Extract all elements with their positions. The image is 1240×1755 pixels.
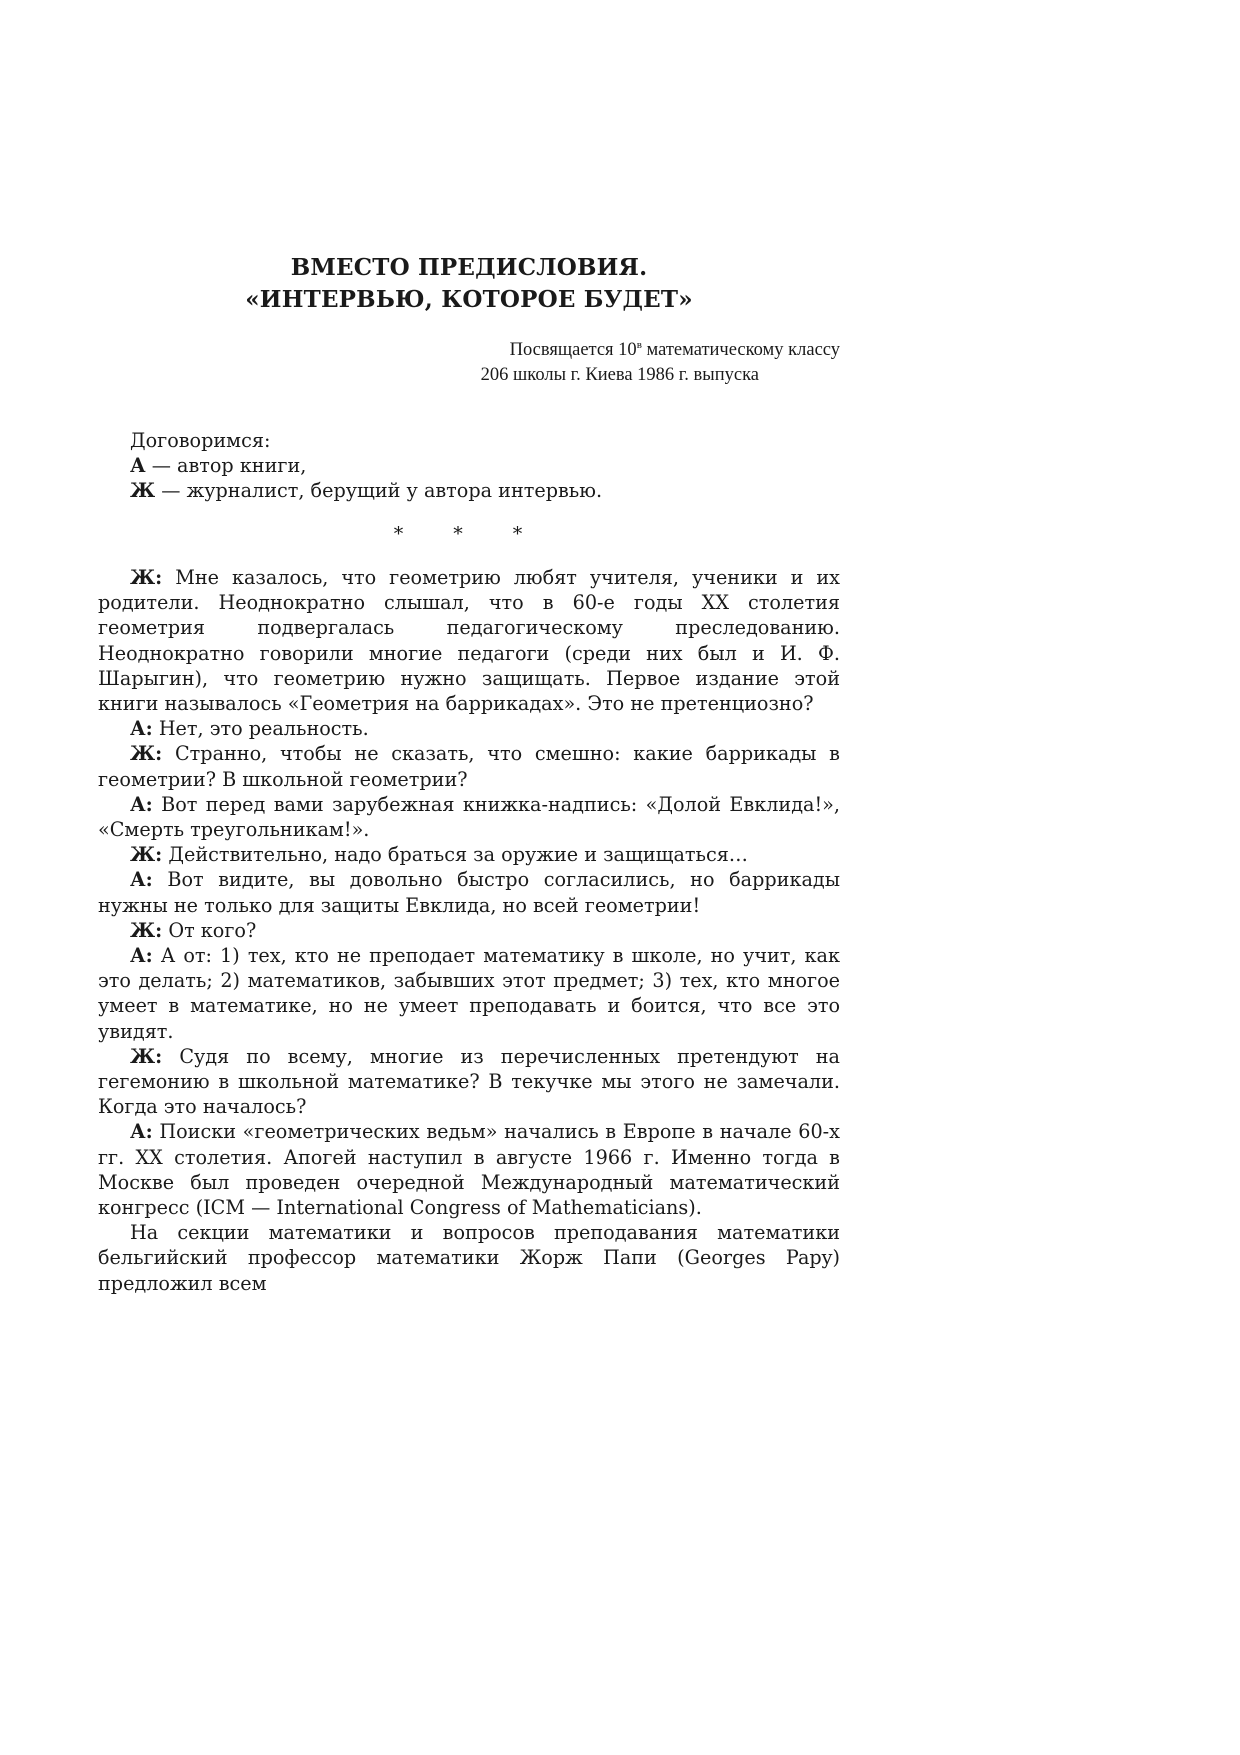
paragraph-text: На секции математики и вопросов преподавания математики бельгийский профессор математики Жорж Папи (Georges Papy) предложил всем <box>98 1221 840 1295</box>
speaker-label: Ж: <box>130 566 163 589</box>
paragraph-text: Мне казалось, что геометрию любят учителя, ученики и их родители. Неоднократно слышал, что в 60-е годы XX столетия геометрия подвергалась педагогическому преследованию. Неоднократно говорили многие педагоги (среди них был и И. Ф. Шарыгин), что геометрию нужно защищать. Первое издание этой книги называлось «Геометрия на баррикадах». Это не претенциозно? <box>98 566 840 716</box>
dialogue-paragraph <box>98 792 840 842</box>
author-description: — автор книги, <box>145 454 307 477</box>
speaker-label: Ж: <box>130 843 163 867</box>
dialogue-paragraph <box>98 741 840 791</box>
paragraph-text: Вот перед вами зарубежная книжка-надпись: «Долой Евклида!», «Смерть треугольникам!». <box>98 792 840 842</box>
dedication-line-1-end: математическому классу <box>641 340 840 360</box>
paragraph-text: Поиски «геометрических ведьм» начались в Европе в начале 60-х гг. XX столетия. Апогей наступил в августе 1966 г. Именно тогда в Москве был проведен очередной Международный математический конгресс (ICM — International Congress of Mathematicians). <box>98 1120 840 1220</box>
dialogue-paragraph <box>98 1119 840 1220</box>
author-label: А <box>130 454 146 477</box>
dialogue-paragraph <box>98 1220 840 1296</box>
dialogue-paragraph <box>98 867 840 917</box>
paragraph-text: Действительно, надо браться за оружие и защищаться… <box>162 843 748 867</box>
chapter-title-line-1: ВМЕСТО ПРЕДИСЛОВИЯ. <box>290 254 648 281</box>
dialogue-paragraph <box>98 1044 840 1120</box>
dialogue-paragraph <box>98 918 840 943</box>
speaker-label: Ж: <box>130 918 163 942</box>
speaker-label: А: <box>130 717 153 741</box>
agreement-journalist <box>98 478 840 503</box>
paragraph-text: А от: 1) тех, кто не преподает математику в школе, но учит, как это делать; 2) математиков, забывших этот предмет; 3) тех, кто многое умеет в математике, но не умеет преподавать и боится, что все это увидят. <box>98 944 840 1043</box>
journalist-label: Ж <box>130 479 156 502</box>
paragraph-text: От кого? <box>162 918 257 942</box>
dedication-grade-letter: в <box>636 339 642 351</box>
speaker-label: А: <box>130 944 153 968</box>
paragraph-text: Судя по всему, многие из перечисленных претендуют на гегемонию в школьной математике? В текучке мы этого не замечали. Когда это началось? <box>98 1044 840 1119</box>
dialogue-text <box>98 565 840 1296</box>
speaker-label: А: <box>130 868 153 892</box>
speaker-label: А: <box>130 1120 153 1144</box>
dedication-line-2: 206 школы г. Киева 1986 г. выпуска <box>480 365 759 385</box>
agreement-block <box>98 428 840 503</box>
chapter-title-line-2: «ИНТЕРВЬЮ, КОТОРОЕ БУДЕТ» <box>245 286 693 313</box>
dialogue-paragraph <box>98 943 840 1044</box>
dedication-line-1 <box>420 338 840 363</box>
section-separator: * * * <box>393 523 545 545</box>
dialogue-paragraph <box>98 565 840 716</box>
chapter-title <box>98 252 840 316</box>
speaker-label: Ж: <box>130 742 163 766</box>
dedication <box>420 338 840 388</box>
paragraph-text: Вот видите, вы довольно быстро согласились, но баррикады нужны не только для защиты Евклида, но всей геометрии! <box>98 868 840 917</box>
agreement-intro: Договоримся: <box>130 429 271 452</box>
journalist-description: — журналист, берущий у автора интервью. <box>155 479 603 502</box>
speaker-label: Ж: <box>130 1044 163 1068</box>
dedication-line-1-start: Посвящается 10 <box>509 340 637 360</box>
paragraph-text: Нет, это реальность. <box>152 717 369 741</box>
agreement-author <box>98 453 840 478</box>
dialogue-paragraph <box>98 842 840 867</box>
dialogue-paragraph <box>98 716 840 741</box>
speaker-label: А: <box>130 792 153 816</box>
paragraph-text: Странно, чтобы не сказать, что смешно: какие баррикады в геометрии? В школьной геометрии? <box>98 742 840 791</box>
